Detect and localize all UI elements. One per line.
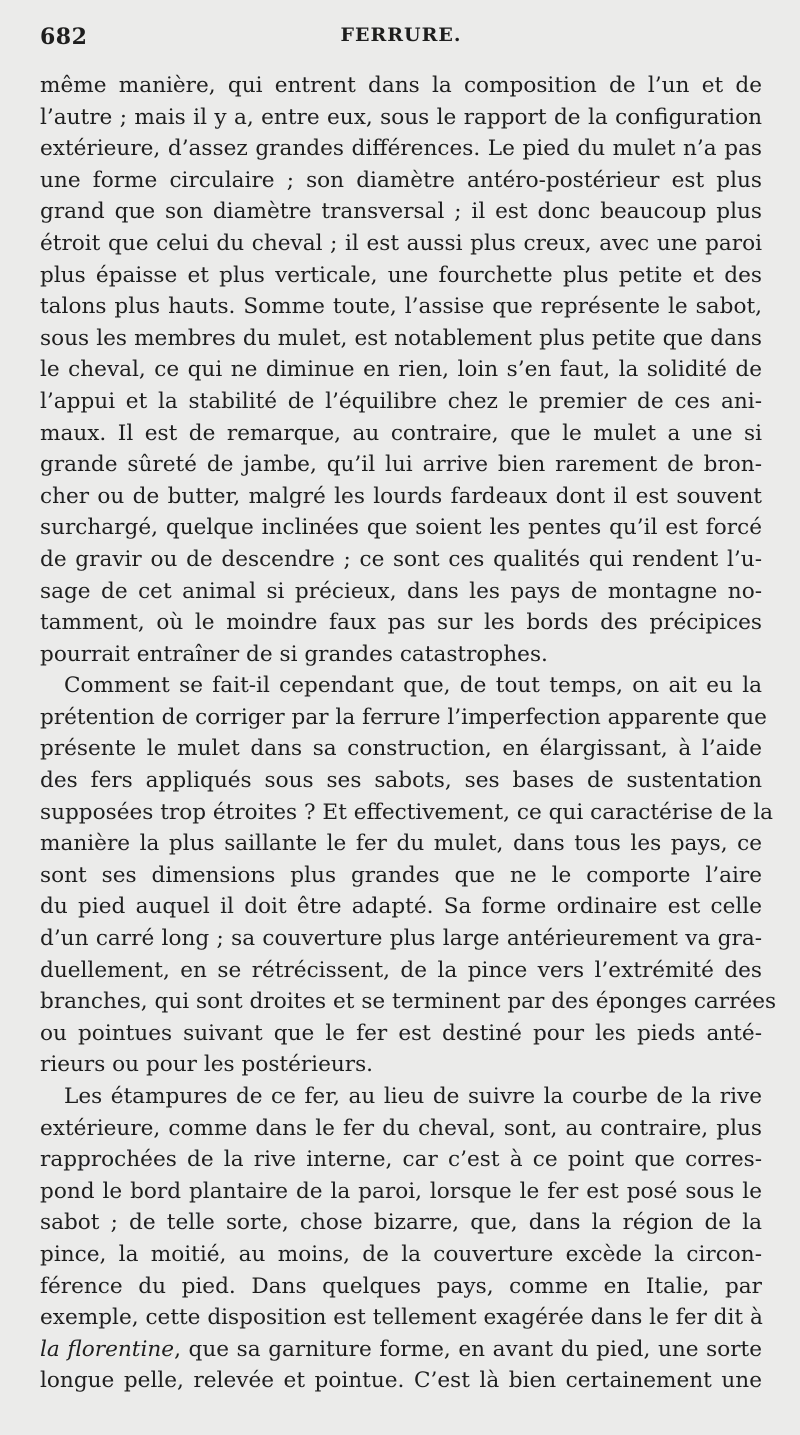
text-line: branches, qui sont droites et se terminent par des éponges carrées (40, 989, 777, 1015)
text-line: duellement, en se rétrécissent, de la pince vers l’extrémité des (40, 957, 762, 983)
body-text (40, 70, 777, 1397)
text-line: Comment se fait-il cependant que, de tout temps, on ait eu la (64, 673, 762, 699)
text-line: des fers appliqués sous ses sabots, ses bases de sustentation (40, 768, 762, 794)
text-line: Les étampures de ce fer, au lieu de suivre la courbe de la rive (64, 1084, 762, 1109)
text-line: rieurs ou pour les postérieurs. (40, 1052, 374, 1078)
text-line: le cheval, ce qui ne diminue en rien, loin s’en faut, la solidité de (40, 357, 762, 383)
page-number: 682 (40, 24, 88, 50)
text-line: tamment, où le moindre faux pas sur les bords des précipices (40, 610, 762, 636)
text-line: ou pointues suivant que le fer est destiné pour les pieds anté- (40, 1020, 762, 1046)
text-fragment: , que sa garniture forme, en avant du pied, une sorte (174, 1336, 763, 1362)
text-line-italic (40, 1334, 762, 1366)
text-line: plus épaisse et plus verticale, une fourchette plus petite et des (40, 262, 762, 288)
text-line: sous les membres du mulet, est notablement plus petite que dans (40, 325, 762, 351)
text-line: du pied auquel il doit être adapté. Sa forme ordinaire est celle (40, 894, 762, 920)
text-line: même manière, qui entrent dans la composition de l’un et de (40, 73, 762, 98)
running-head: FERRURE. (340, 24, 462, 46)
text-line: grande sûreté de jambe, qu’il lui arrive bien rarement de bron- (40, 452, 762, 478)
text-line: surchargé, quelque inclinées que soient les pentes qu’il est forcé (40, 515, 762, 541)
text-line: pince, la moitié, au moins, de la couverture excède la circon- (40, 1241, 762, 1267)
text-line: étroit que celui du cheval ; il est aussi plus creux, avec une paroi (40, 230, 762, 256)
text-line: talons plus hauts. Somme toute, l’assise que représente le sabot, (40, 294, 762, 320)
text-line: férence du pied. Dans quelques pays, comme en Italie, par (40, 1273, 762, 1299)
text-line: l’autre ; mais il y a, entre eux, sous le rapport de la configuration (40, 104, 762, 130)
text-line: une forme circulaire ; son diamètre antéro-postérieur est plus (40, 167, 762, 193)
italic-term: la florentine (40, 1336, 175, 1362)
text-line: pourrait entraîner de si grandes catastrophes. (40, 641, 548, 667)
text-line: prétention de corriger par la ferrure l’imperfection apparente que (40, 704, 767, 730)
text-line: maux. Il est de remarque, au contraire, que le mulet a une si (40, 420, 762, 446)
text-line: exemple, cette disposition est tellement exagérée dans le fer dit à (40, 1305, 763, 1331)
text-line: d’un carré long ; sa couverture plus large antérieurement va gra- (40, 926, 762, 952)
text-line: pond le bord plantaire de la paroi, lorsque le fer est posé sous le (40, 1178, 762, 1204)
text-line: longue pelle, relevée et pointue. C’est là bien certainement une (40, 1368, 762, 1394)
text-line: présente le mulet dans sa construction, en élargissant, à l’aide (40, 736, 762, 762)
text-line: sont ses dimensions plus grandes que ne le comporte l’aire (40, 862, 762, 888)
text-line: cher ou de butter, malgré les lourds fardeaux dont il est souvent (40, 483, 762, 509)
text-line: rapprochées de la rive interne, car c’est à ce point que corres- (40, 1147, 762, 1173)
text-line: grand que son diamètre transversal ; il est donc beaucoup plus (40, 199, 762, 225)
text-line: manière la plus saillante le fer du mulet, dans tous les pays, ce (40, 831, 762, 857)
text-line: sabot ; de telle sorte, chose bizarre, que, dans la région de la (40, 1210, 762, 1236)
text-line: extérieure, comme dans le fer du cheval, sont, au contraire, plus (40, 1115, 762, 1141)
text-line: sage de cet animal si précieux, dans les pays de montagne no- (40, 578, 762, 604)
text-line: de gravir ou de descendre ; ce sont ces qualités qui rendent l’u- (40, 546, 762, 572)
text-line: supposées trop étroites ? Et effectivement, ce qui caractérise de la (40, 799, 774, 825)
text-line: extérieure, d’assez grandes différences. Le pied du mulet n’a pas (40, 136, 762, 162)
page-header (40, 24, 762, 54)
text-line: l’appui et la stabilité de l’équilibre chez le premier de ces ani- (40, 388, 762, 414)
